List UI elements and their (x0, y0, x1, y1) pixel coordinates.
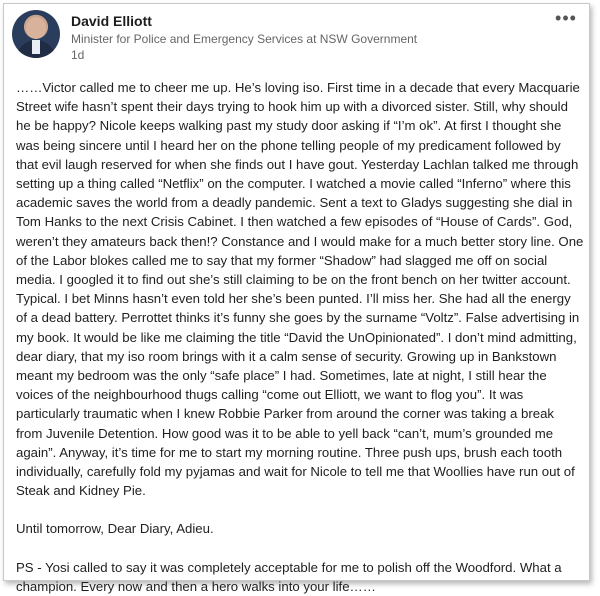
author-name[interactable]: David Elliott (71, 13, 152, 29)
post-time: 1d (71, 48, 85, 62)
avatar-face (26, 17, 46, 39)
post-paragraph: ……Victor called me to cheer me up. He’s loving iso. First time in a decade that every Macquarie Street wife hasn’t spent their days trying to hook him up with a divorced sister. Still, why should he be happy? Nicole keeps walking past my study door asking if “I’m ok”. At first I thought she was being sincere until I heard her on the phone telling people of my predicament followed by that evil laugh reserved for when she finds out I have gout. Yesterday Lachlan talked me through setting up a thing called “Netflix” on the computer. I watched a movie called “Inferno” where this academic saves the world from a deadly pandemic. Sent a text to Gladys suggesting she dial in Tom Hanks to the next Crisis Cabinet. I then watched a few episodes of “House of Cards”. God, weren’t they amateurs back then!? Constance and I would make for a much better story line. One of the Labor blokes called me to say that my former “Shadow” had slagged me off on social media. I googled it to find out she’s still claiming to be on the front bench on her twitter account. Typical. I bet Minns hasn’t even told her she’s been punted. I’ll miss her. She had all the energy of a dead battery. Perrottet thinks it’s funny she goes by the surname “Voltz”. False advertising in my book. It would be like me claiming the title “David the UnOpinionated”. I don’t mind admitting, dear diary, that my iso room brings with it a calm sense of security. Growing up in Bankstown meant my bedroom was the only “safe place” I had. Sometimes, late at night, I still hear the voices of the neighbourhood thugs calling “come out Elliott, we want to flog you”. It was particularly traumatic when I knew Robbie Parker from around the corner was taking a break from Juvenile Detention. How good was it to be able to yell back “can’t, mum’s grounded me again”. Anyway, it’s time for me to start my morning routine. Three push ups, brush each tooth individually, carefully fold my pyjamas and wait for Nicole to tell me that Woollies have run out of Steak and Kidney Pie. (16, 80, 584, 499)
avatar[interactable] (12, 10, 60, 58)
post-header (12, 10, 581, 66)
post-paragraph: Until tomorrow, Dear Diary, Adieu. (16, 521, 214, 537)
ellipsis-icon[interactable]: ••• (555, 8, 577, 28)
post-paragraph: PS - Yosi called to say it was completely acceptable for me to polish off the Woodford. What a champion. Every now and then a hero walks into your life…… (16, 559, 562, 594)
avatar-shirt (32, 40, 40, 54)
post-body (16, 78, 584, 596)
author-headline: Minister for Police and Emergency Services at NSW Government (71, 32, 418, 46)
post-card (3, 3, 590, 594)
